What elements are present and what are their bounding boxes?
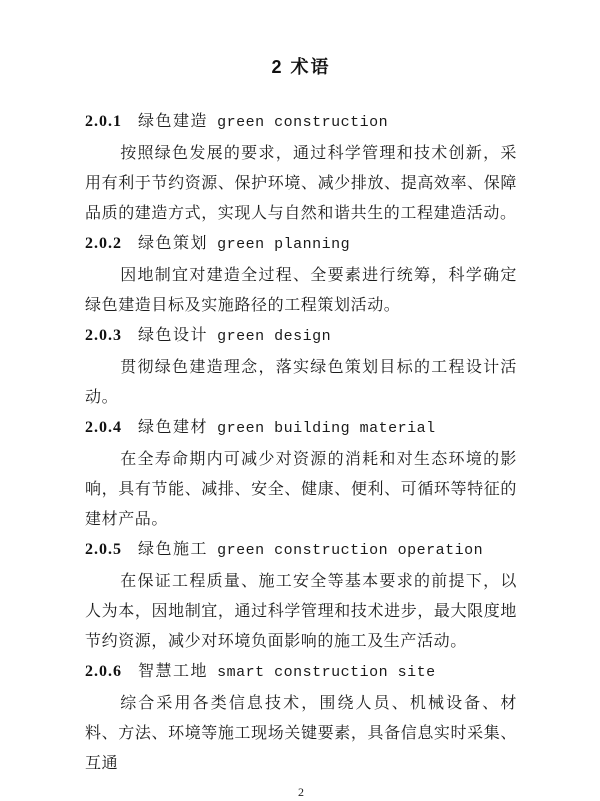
term-chinese: 绿色施工 [138,539,209,558]
term-heading [85,412,517,444]
term-number: 2.0.5 [85,541,122,558]
term-heading [85,656,517,688]
term-chinese: 智慧工地 [138,661,209,680]
term-definition: 综合采用各类信息技术，围绕人员、机械设备、材料、方法、环境等施工现场关键要素，具备信息实时采集、互通 [85,693,517,772]
term-entry [85,320,517,412]
term-english: smart construction site [217,664,436,681]
term-chinese: 绿色建造 [138,111,209,130]
term-number: 2.0.2 [85,235,122,252]
term-definition: 贯彻绿色建造理念，落实绿色策划目标的工程设计活动。 [85,357,517,406]
term-definition: 按照绿色发展的要求，通过科学管理和技术创新，采用有利于节约资源、保护环境、减少排放、提高效率、保障品质的建造方式，实现人与自然和谐共生的工程建造活动。 [85,143,517,222]
term-heading [85,228,517,260]
term-chinese: 绿色策划 [138,233,209,252]
term-heading [85,534,517,566]
term-english: green planning [217,236,351,253]
term-english: green design [217,328,332,345]
term-entry [85,534,517,656]
term-chinese: 绿色设计 [138,325,209,344]
chapter-title: 2 术语 [271,57,331,77]
term-definition: 因地制宜对建造全过程、全要素进行统筹，科学确定绿色建造目标及实施路径的工程策划活动。 [85,265,517,314]
term-heading [85,106,517,138]
term-number: 2.0.6 [85,663,122,680]
term-english: green building material [217,420,436,437]
term-definition: 在全寿命期内可减少对资源的消耗和对生态环境的影响，具有节能、减排、安全、健康、便利、可循环等特征的建材产品。 [85,449,517,528]
term-entry [85,412,517,534]
term-definition: 在保证工程质量、施工安全等基本要求的前提下，以人为本，因地制宜，通过科学管理和技术进步，最大限度地节约资源，减少对环境负面影响的施工及生产活动。 [85,571,517,650]
term-number: 2.0.3 [85,327,122,344]
term-entry [85,656,517,778]
term-heading [85,320,517,352]
term-number: 2.0.4 [85,419,122,436]
term-number: 2.0.1 [85,113,122,130]
term-entry [85,228,517,320]
term-entry [85,106,517,228]
term-chinese: 绿色建材 [138,417,209,436]
term-english: green construction [217,114,389,131]
term-english: green construction operation [217,542,484,559]
page-number: 2 [298,785,304,799]
